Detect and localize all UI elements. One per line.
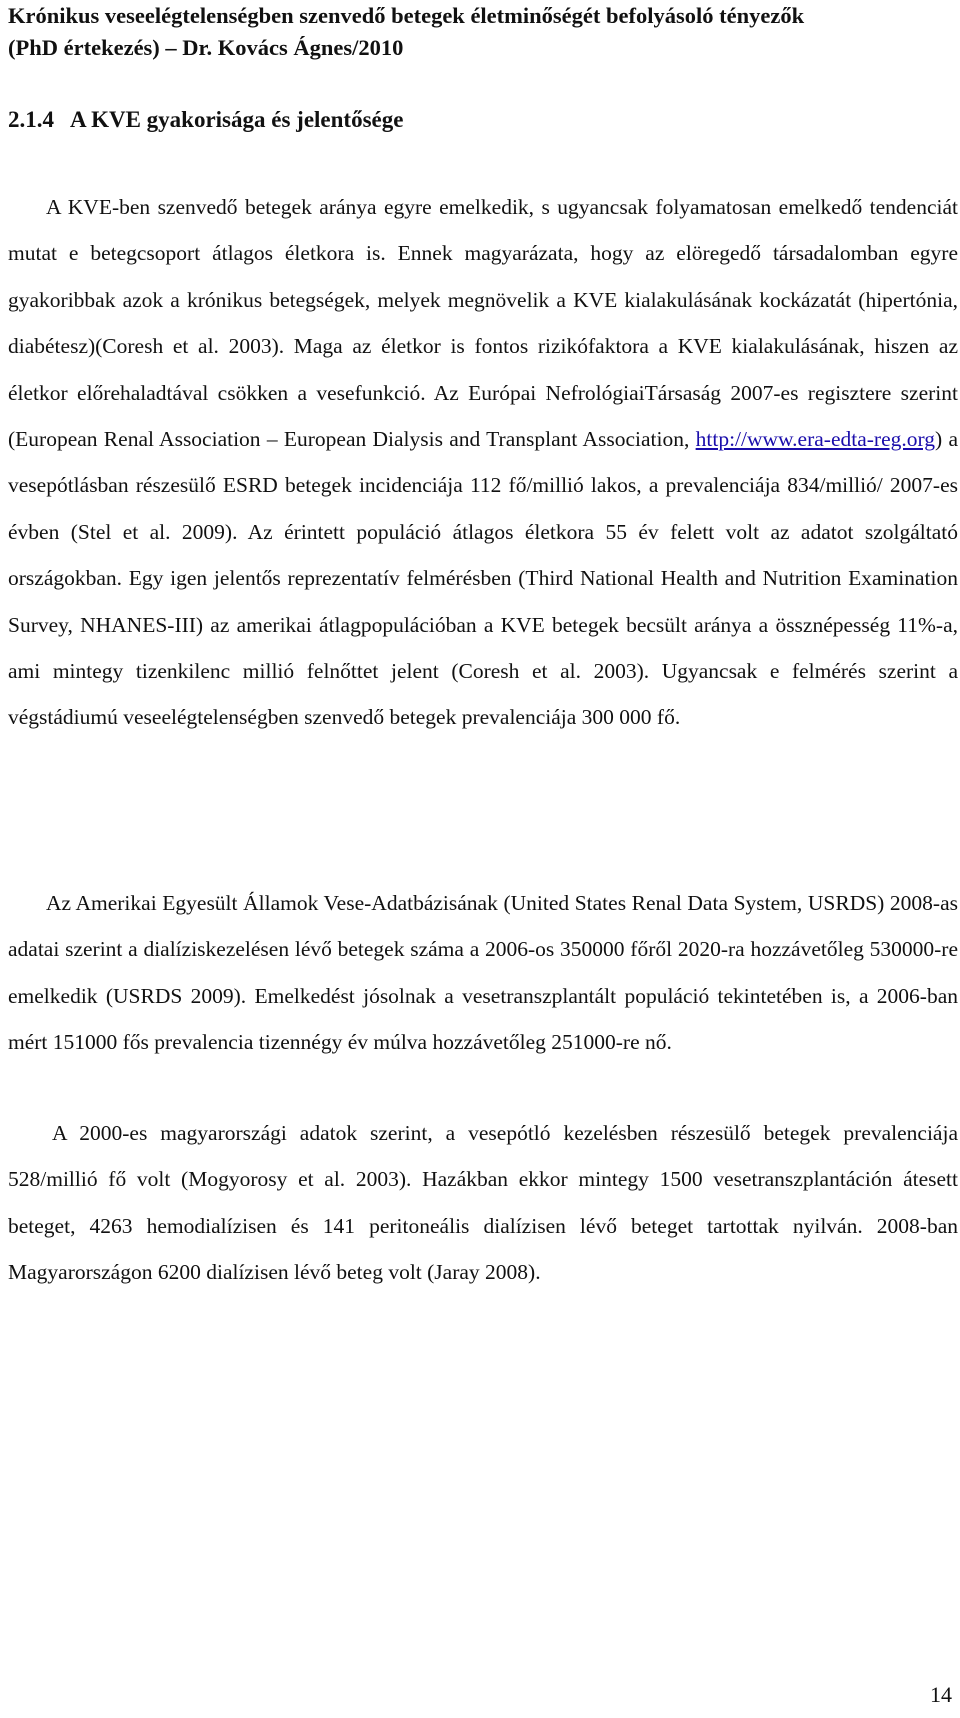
paragraph-1-text-after-link: ) a vesepótlásban részesülő ESRD betegek incidenciája 112 fő/millió lakos, a prevalenciája 834/millió/ 2007-es évben (Stel et al. 2009). Az érintett populáció átlagos életkora 55 év felett volt az adatot szolgáltató országokban. Egy igen jelentős reprezentatív felmérésben (Third National Health and Nutrition Examination Survey, NHANES-III) az amerikai átlagpopulációban a KVE betegek becsült aránya a össznépesség 11%-a, ami mintegy tizenkilenc millió felnőttet jelent (Coresh et al. 2003). Ugyancsak e felmérés szerint a végstádiumú veseelégtelenségben szenvedő betegek prevalenciája 300 000 fő. [8, 427, 959, 730]
header-title-line2: (PhD értekezés) – Dr. Kovács Ágnes/2010 [8, 35, 404, 60]
header-title-line1: Krónikus veseelégtelenségben szenvedő betegek életminőségét befolyásoló tényezők [8, 3, 805, 28]
paragraph-3 [8, 1110, 958, 1296]
paragraph-2 [8, 880, 958, 1066]
paragraph-2-text: Az Amerikai Egyesült Államok Vese-Adatbázisának (United States Renal Data System, USRDS) 2008-as adatai szerint a dialíziskezelésen lévő betegek száma a 2006-os 350000 főről 2020-ra hozzávetőleg 530000-re emelkedik (USRDS 2009). Emelkedést jósolnak a vesetranszplantált populáció tekintetében is, a 2006-ban mért 151000 fős prevalencia tizennégy év múlva hozzávetőleg 251000-re nő. [8, 891, 958, 1055]
page-number: 14 [930, 1682, 952, 1707]
paragraph-3-text: A 2000-es magyarországi adatok szerint, a vesepótló kezelésben részesülő betegek prevalenciája 528/millió fő volt (Mogyorosy et al. 2003). Hazákban ekkor mintegy 1500 vesetranszplantáción átesett beteget, 4263 hemodialízisen és 141 peritoneális dialízisen lévő beteget tartottak nyilván. 2008-ban Magyarországon 6200 dialízisen lévő beteg volt (Jaray 2008). [8, 1121, 958, 1285]
section-heading: 2.1.4 A KVE gyakorisága és jelentősége [8, 107, 404, 132]
paragraph-1-text-before-link: A KVE-ben szenvedő betegek aránya egyre emelkedik, s ugyancsak folyamatosan emelkedő tendenciát mutat e betegcsoport átlagos életkora is. Ennek magyarázata, hogy az elöregedő társadalomban egyre gyakoribbak azok a krónikus betegségek, melyek megnövelik a KVE kialakulásának kockázatát (hipertónia, diabétesz)(Coresh et al. 2003). Maga az életkor is fontos rizikófaktora a KVE kialakulásának, hiszen az életkor előrehaladtával csökken a vesefunkció. Az Európai NefrológiaiTársaság 2007-es regisztere szerint (European Renal Association – European Dialysis and Transplant Association, [8, 195, 958, 452]
paragraph-1 [8, 184, 958, 741]
era-edta-link[interactable]: http://www.era-edta-reg.org [695, 427, 936, 452]
page-header [8, 0, 958, 64]
